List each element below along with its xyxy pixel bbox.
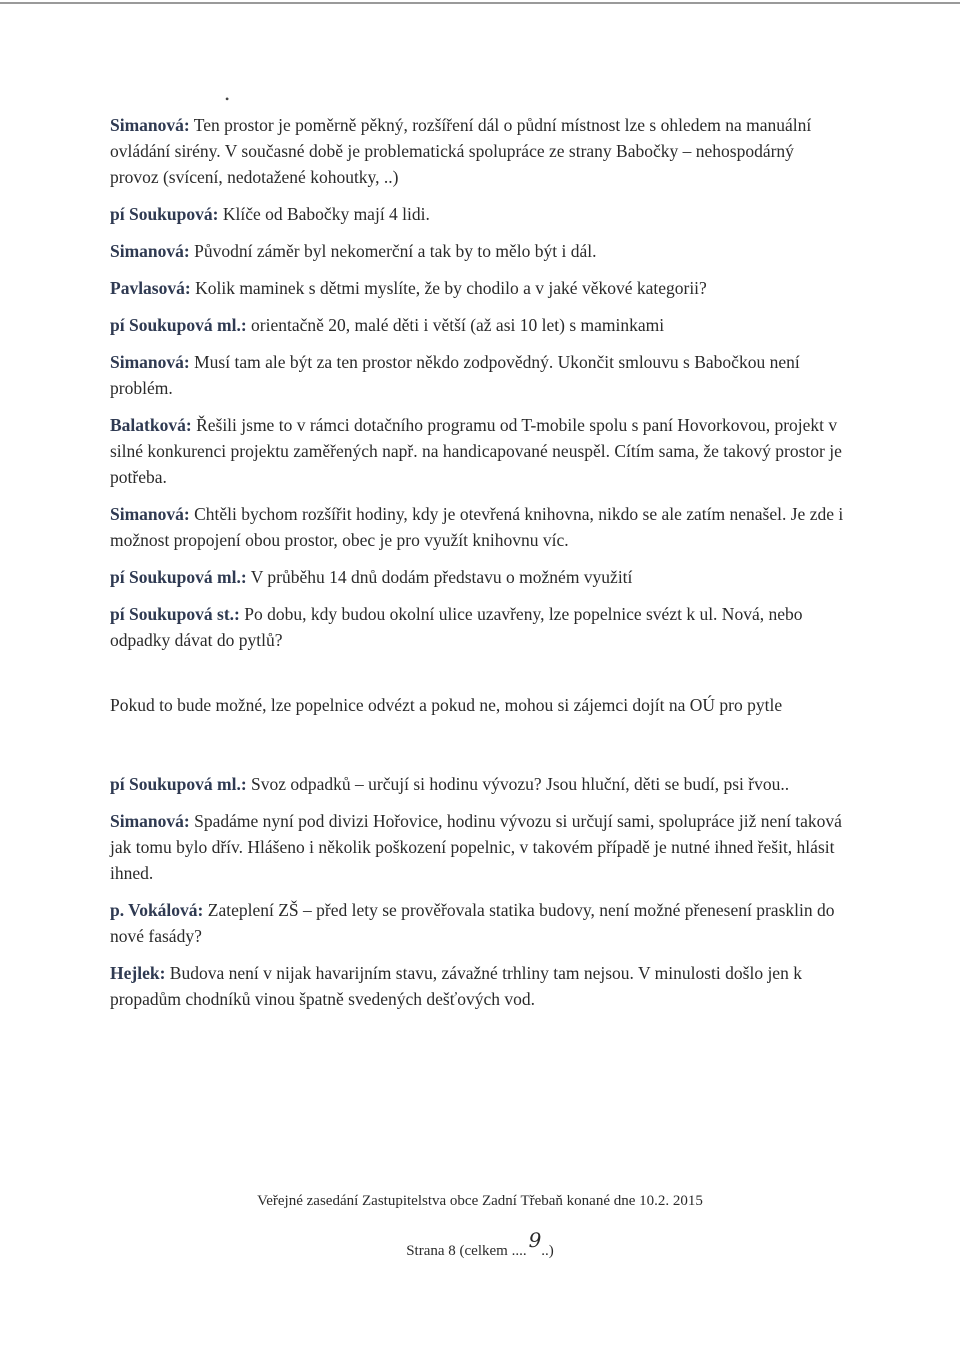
- paragraph-2: [110, 201, 845, 227]
- paragraph-text: Ten prostor je poměrně pěkný, rozšíření dál o půdní místnost lze s ohledem na manuální ovládání sirény. V současné době je problematická spolupráce ze strany Babočky – nehospodárný provoz (svícení, nedotažené kohoutky, ..): [110, 115, 812, 187]
- speaker-name: Simanová:: [110, 352, 190, 372]
- speaker-name: pí Soukupová ml.:: [110, 774, 247, 794]
- speaker-name: Pavlasová:: [110, 278, 191, 298]
- paragraph-11: [110, 692, 845, 718]
- paragraph-12: [110, 771, 845, 797]
- paragraph-text: V průběhu 14 dnů dodám představu o možném využití: [246, 567, 633, 587]
- paragraph-text: Po dobu, kdy budou okolní ulice uzavřeny, lze popelnice svézt k ul. Nová, nebo odpadky dávat do pytlů?: [110, 604, 803, 650]
- paragraph-3: [110, 238, 845, 264]
- paragraph-text: Spadáme nyní pod divizi Hořovice, hodinu vývozu si určují sami, spolupráce již není taková jak tomu bylo dřív. Hlášeno i několik poškození popelnic, v takovém případě je nutné ihned řešit, hlásit ihned.: [110, 811, 842, 883]
- paragraph-7: [110, 412, 845, 490]
- speaker-name: pí Soukupová ml.:: [110, 567, 247, 587]
- paragraph-10: [110, 601, 845, 653]
- footer-page-number: [0, 1228, 960, 1260]
- top-rule: [0, 2, 960, 4]
- paragraph-14: [110, 897, 845, 949]
- paragraph-text: orientačně 20, malé děti i větší (až asi 10 let) s maminkami: [246, 315, 665, 335]
- speaker-name: pí Soukupová ml.:: [110, 315, 247, 335]
- handwritten-page-total: 9: [528, 1228, 542, 1252]
- page-dots: ..: [541, 1243, 549, 1259]
- spacer: [110, 664, 845, 692]
- paragraph-text: Budova není v nijak havarijním stavu, závažné trhliny tam nejsou. V minulosti došlo jen k propadům chodníků vinou špatně svedených dešťových vod.: [110, 963, 802, 1009]
- paragraph-9: [110, 564, 845, 590]
- speaker-name: Balatková:: [110, 415, 192, 435]
- scan-mark: •: [225, 92, 230, 106]
- speaker-name: p. Vokálová:: [110, 900, 204, 920]
- paragraph-text: Klíče od Babočky mají 4 lidi.: [218, 204, 430, 224]
- document-body: [110, 112, 845, 1023]
- speaker-name: Hejlek:: [110, 963, 166, 983]
- paragraph-text: Svoz odpadků – určují si hodinu vývozu? Jsou hluční, děti se budí, psi řvou..: [246, 774, 790, 794]
- paragraph-15: [110, 960, 845, 1012]
- page-prefix: Strana 8 (celkem: [406, 1243, 512, 1259]
- paragraph-text: Musí tam ale být za ten prostor někdo zodpovědný. Ukončit smlouvu s Babočkou není problém.: [110, 352, 800, 398]
- paragraph-text: Původní záměr byl nekomerční a tak by to mělo být i dál.: [189, 241, 597, 261]
- spacer: [110, 729, 845, 771]
- paragraph-text: Pokud to bude možné, lze popelnice odvézt a pokud ne, mohou si zájemci dojít na OÚ pro pytle: [110, 695, 783, 715]
- paragraph-text: Zateplení ZŠ – před lety se prověřovala statika budovy, není možné přenesení prasklin do nové fasády?: [110, 900, 835, 946]
- speaker-name: Simanová:: [110, 504, 190, 524]
- speaker-name: Simanová:: [110, 811, 190, 831]
- speaker-name: pí Soukupová st.:: [110, 604, 240, 624]
- paragraph-text: Chtěli bychom rozšířit hodiny, kdy je otevřená knihovna, nikdo se ale zatím nenašel. Je zde i možnost propojení obou prostor, obec je pro využít knihovnu víc.: [110, 504, 844, 550]
- paragraph-text: Řešili jsme to v rámci dotačního programu od T-mobile spolu s paní Hovorkovou, projekt v silné konkurenci projektu zaměřených např. na handicapované neuspěl. Cítím sama, že takový prostor je potřeba.: [110, 415, 842, 487]
- speaker-name: Simanová:: [110, 241, 190, 261]
- footer-meeting-line: Veřejné zasedání Zastupitelstva obce Zadní Třebaň konané dne 10.2. 2015: [257, 1193, 703, 1209]
- speaker-name: Simanová:: [110, 115, 190, 135]
- paragraph-13: [110, 808, 845, 886]
- paragraph-1: [110, 112, 845, 190]
- page-dots: ....: [511, 1243, 527, 1259]
- paragraph-6: [110, 349, 845, 401]
- paragraph-8: [110, 501, 845, 553]
- paragraph-5: [110, 312, 845, 338]
- speaker-name: pí Soukupová:: [110, 204, 219, 224]
- paragraph-text: Kolik maminek s dětmi myslíte, že by chodilo a v jaké věkové kategorii?: [190, 278, 707, 298]
- paragraph-4: [110, 275, 845, 301]
- page-suffix: ): [548, 1243, 554, 1259]
